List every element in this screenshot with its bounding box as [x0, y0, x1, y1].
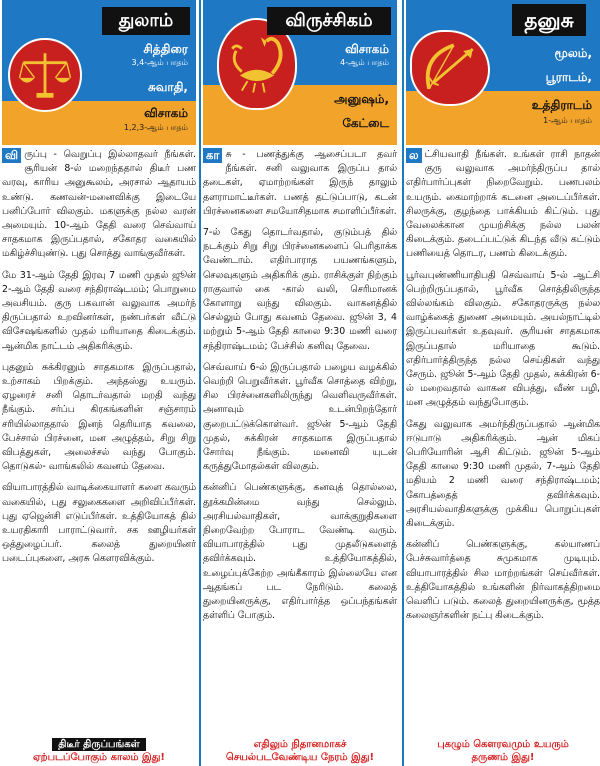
star-pada: 1-ஆம் பாதம் — [543, 116, 592, 125]
star-name: அனுஷம், — [334, 92, 389, 106]
sign-title: தனுசு — [512, 4, 586, 36]
paragraph: கா சு - பணத்துக்கு ஆசைப்படா தவர் நீங்கள். சனி வலுவாக இருப்ப தால் தடைகள், ஏமாற்றங்கள் இருந் தாலும் தளராமாட்டீர்கள். பணத் தட்டுப்பாடு, கடன் பிரச்னைகளை சமயோசிதமாக சமாளிப்பீர்கள். — [203, 148, 397, 217]
footer-line: ஏற்படப்போகும் காலம் இது! — [33, 752, 165, 763]
drop-cap: ல — [406, 148, 422, 163]
star-name: விசாகம் — [345, 42, 389, 56]
column-divider — [199, 0, 201, 766]
star-pada: 3,4-ஆம் பாதம் — [131, 58, 188, 67]
paragraph: புதனும் சுக்கிரனும் சாதகமாக இருப்பதால், உற்சாகம் பிறக்கும். அந்தஸ்து உயரும். ஏழரைச் சனி தொடர்வதால் மறதி வந்து நீங்கும். சர்ப்ப கிரகங்களின் சஞ்சாரம் சரியில்லாததால் இனந் தெரியாத கவலை, பேச்சால் பிரச்னை, மன அழுத்தம், சிறு சிறு விபத்துகள், அலைச்சல் வந்து போகும். தொடுகல்- வாங்கலில் கவனம் தேவை. — [2, 361, 196, 473]
summary-footer — [2, 738, 196, 764]
sign-header — [406, 0, 600, 145]
star-pada: 4-ஆம் பாதம் — [340, 58, 389, 67]
footer-line: செயல்படவேண்டிய நேரம் இது! — [225, 752, 375, 763]
column-viruchigam — [203, 0, 397, 766]
star-name: சுவாதி, — [148, 80, 188, 94]
drop-cap: கா — [203, 148, 222, 163]
column-divider — [402, 0, 404, 766]
sign-header — [2, 0, 196, 145]
sign-header — [203, 0, 397, 145]
star-name: பூராடம், — [545, 70, 592, 84]
bow-arrow-icon — [410, 30, 490, 106]
footer-line: எதிலும் நிதானமாகச் — [253, 739, 347, 750]
star-pada: 1,2,3-ஆம் பாதம் — [123, 123, 188, 132]
libra-scales-icon — [8, 38, 82, 112]
footer-line: திடீர் திருப்பங்கள் — [52, 738, 145, 751]
paragraph: செவ்வாய் 6-ல் இருப்பதால் பழைய வழக்கில் வெற்றி பெறுவீர்கள். பூர்வீக சொத்தை விற்று, சில பிரச்னைகளிலிருந்து வெளிவருவீர்கள். அனாவும் உடன்பிறந்தோர் குறைபட்டுக்கொள்வர். ஜூன் 5-ஆம் தேதி முதல், சுக்கிரன் சாதகமாக இருப்பதால் சோர்வு நீங்கும். மனைவி யுடன் கருத்துமோதல்கள் விலகும். — [203, 361, 397, 473]
prediction-text — [406, 148, 600, 730]
paragraph: பூர்வபுண்ணியாதிபதி செவ்வாய் 5-ல் ஆட்சி பெற்றிருப்பதால், பூர்வீக சொத்திலிருந்த வில்லங்கம் விலகும். சகோதரருக்கு நல்ல வாழ்க்கைத் துணை அமையும். அயல்நாட்டில் இருப்பவர்கள் உதவுவர். சூரியன் சாதகமாக இருப்பதால் மரியாதை கூடும். எதிர்பார்த்திருந்த நல்ல செய்திகள் வந்து சேரும். ஜூன் 5-ஆம் தேதி முதல், சுக்கிரன் 6-ல் மறைவதால் வாகன விபத்து, வீண் பழி, மன அழுத்தம் வந்துபோகும். — [406, 269, 600, 409]
paragraph: கன்னிப் பெண்களுக்கு, கல்யாணப் பேச்சுவார்த்தை சுமுகமாக முடியும். வியாபாரத்தில் சில மாற்றங்கள் செய்வீர்கள். உத்தியோகத்தில் உங்களின் நிர்வாகத்திறமை வெளிப் படும். கலைத் துறையினருக்கு, மூத்த கலைஞர்களின் நட்பு கிடைக்கும். — [406, 539, 600, 622]
sign-title: விருச்சிகம் — [267, 7, 391, 35]
star-name: மூலம், — [554, 46, 592, 60]
star-name: உத்திராடம் — [531, 98, 592, 112]
column-dhanusu — [406, 0, 600, 766]
paragraph: வி ருப்பு - வெறுப்பு இல்லாதவர் நீங்கள். சூரியன் 8-ல் மறைந்ததால் திடீர் பண வரவு, காரிய அனுகூலம், அரசால் ஆதாயம் உண்டு. கணவன்-மனைவிக்கு இடையே பனிப்போர் விலகும். மகளுக்கு நல்ல வரன் அமையும். 10-ஆம் தேதி வரை செவ்வாய் சாதகமாக இருப்பதால், சகோதர வகையில் மகிழ்ச்சியுண்டு. புது சொத்து வாங்குவீர்கள். — [2, 148, 196, 260]
paragraph: கன்னிப் பெண்களுக்கு, கனவுத் தொல்லை, தூக்கமின்மை வந்து செல்லும். அரசியல்வாதிகள், வாக்குறுதிகளை நிறைவேற்ற போராட வேண்டி வரும். வியாபாரத்தில் புது முதலீடுகளைத் தவிர்க்கவும். உத்தியோகத்தில், உழைப்புக்கேற்ற அங்கீகாரம் இல்லையே என ஆதங்கப் பட நேரிடும். கலைத் துறையினருக்கு, எதிர்பார்த்த ஒப்பந்தங்கள் தள்ளிப் போகும். — [203, 482, 397, 622]
summary-footer — [406, 738, 600, 764]
drop-cap: வி — [2, 148, 21, 163]
footer-line: தருணம் இது! — [471, 752, 535, 763]
column-thulam — [2, 0, 196, 766]
star-name: கேட்டை — [342, 116, 389, 130]
paragraph: 7-ல் கேது தொடர்வதால், குடும்பத் தில் நடக்கும் சிறு சிறு பிரச்னைகளைப் பெரிதாக்க வேண்டாம். எதிர்பாராத பயணங்களும், செலவுகளும் அதிகரிக் கும். ராசிக்குள் நிற்கும் ராகுவால் கை -கால் வலி, செரிமானக் கோளாறு வந்து விலகும். வாகனத்தில் செல்லும் போது கவனம் தேவை. ஜூன் 3, 4 மற்றும் 5-ஆம் தேதி காலை 9:30 மணி வரை சந்திராஷ்டமம்; பேச்சில் கனிவு தேவை. — [203, 227, 397, 352]
star-name: சித்திரை — [143, 42, 188, 56]
footer-line: புகழும் கௌரவமும் உயரும் — [437, 739, 569, 750]
prediction-text — [2, 148, 196, 730]
paragraph: கேது வலுவாக அமர்ந்திருப்பதால் ஆன்மிக ஈடுபாடு அதிகரிக்கும். ஆன் மிகப் பெரியோரின் ஆசி கிட்டும். ஜூன் 5-ஆம் தேதி காலை 9:30 மணி முதல், 7-ஆம் தேதி மதியம் 2 மணி வரை சந்திராஷ்டமம்; கோபத்தைத் தவிர்க்கவும். அரசியல்வாதிகளுக்கு முக்கிய பொறுப்புகள் கிடைக்கும். — [406, 418, 600, 530]
paragraph: வியாபாரத்தில் வாடிக்கையாளர் களை கவரும் வகையில், புது சலுகைகளை அறிவிப்பீர்கள். புது ஏஜென்சி எடுப்பீர்கள். உத்தியோகத் தில் உயரதிகாரி பாராட்டுவார். சக ஊழியர்கள் ஒத்துழைப்பர். கலைத் துறையினர் படைப்புகளை, அரசு கௌரவிக்கும். — [2, 482, 196, 565]
sign-title: துலாம் — [102, 7, 190, 35]
paragraph: ல ட்சியவாதி நீங்கள். உங்கள் ராசி நாதன் குரு வலுவாக அமர்ந்திருப்ப தால் எதிர்பார்ப்புகள் நிறைவேறும். பணபலம் உயரும். கைமாற்றாக் கடனை அடைப்பீர்கள். சிலருக்கு, குழந்தை பாக்கியம் கிட்டும். புது வேலைக்கான முயற்சிக்கு நல்ல பலன் கிடைக்கும். தடைப்பட்டுக் கிடந்த வீடு கட்டும் பணியைத் தொடர, பணம் கிடைக்கும். — [406, 148, 600, 260]
paragraph: மே 31-ஆம் தேதி இரவு 7 மணி முதல் ஜூன் 2-ஆம் தேதி வரை சந்திராஷ்டமம்; பொறுமை அவசியம். குரு பகவான் வலுவாக அமர்ந் திருப்பதால் உறவினர்கள், நண்பர்கள் வீட்டு விசேஷங்களில் முதல் மரியாதை கிடைக்கும். ஆன்மிக நாட்டம் அதிகரிக்கும். — [2, 269, 196, 352]
prediction-text — [203, 148, 397, 730]
star-name: விசாகம் — [144, 106, 188, 120]
summary-footer — [203, 738, 397, 764]
